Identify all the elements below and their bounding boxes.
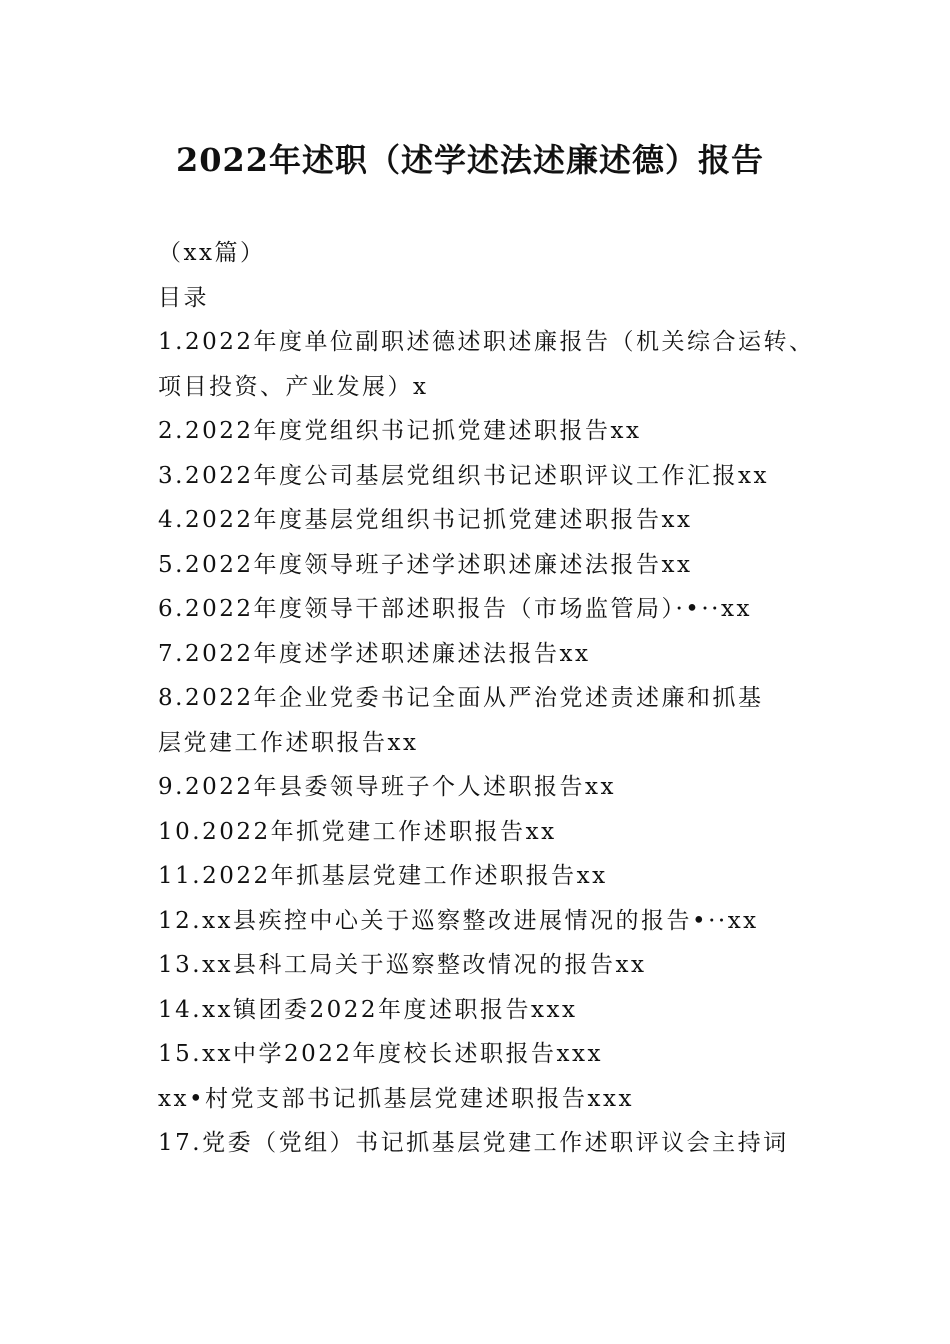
toc-line: 17.党委（党组）书记抓基层党建工作述职评议会主持词 [158,1130,789,1156]
toc-line: 12.xx县疾控中心关于巡察整改进展情况的报告•··xx [158,907,759,934]
toc-line: 10.2022年抓党建工作述职报告xx [158,818,557,845]
document-body [158,231,815,1166]
toc-line: 4.2022年度基层党组织书记抓党建述职报告xx [158,507,693,533]
toc-line: 3.2022年度公司基层党组织书记述职评议工作汇报xx [158,462,769,489]
toc-line: 层党建工作述职报告xx [158,729,419,756]
toc-line: 项目投资、产业发展）x [158,373,429,400]
toc-line: 6.2022年度领导干部述职报告（市场监管局）·•··xx [158,596,752,622]
toc-line: 11.2022年抓基层党建工作述职报告xx [158,863,608,889]
toc-line: xx•村党支部书记抓基层党建述职报告xxx [158,1085,634,1112]
toc-heading: 目录 [158,284,209,311]
document-subtitle: （xx篇） [158,240,266,266]
toc-line: 5.2022年度领导班子述学述职述廉述法报告xx [158,551,693,578]
toc-line: 15.xx中学2022年度校长述职报告xxx [158,1041,603,1067]
toc-line: 13.xx县科工局关于巡察整改情况的报告xx [158,952,647,978]
toc-line: 7.2022年度述学述职述廉述法报告xx [158,640,591,667]
toc-line: 9.2022年县委领导班子个人述职报告xx [158,774,616,800]
document-title: 2022年述职（述学述法述廉述德）报告 [175,141,765,179]
toc-line: 1.2022年度单位副职述德述职述廉报告（机关综合运转、 [158,329,815,355]
toc-line: 2.2022年度党组织书记抓党建述职报告xx [158,418,642,444]
toc-line: 14.xx镇团委2022年度述职报告xxx [158,996,578,1023]
toc-line: 8.2022年企业党委书记全面从严治党述责述廉和抓基 [158,685,764,711]
